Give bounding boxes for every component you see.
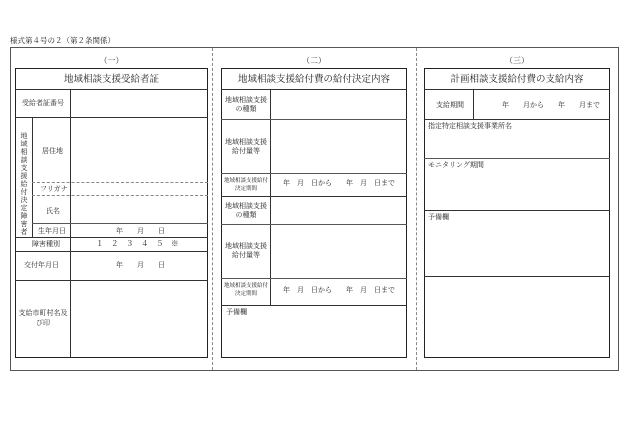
column-separator xyxy=(212,48,213,370)
period-value-2: 年 月 日から 年 月 日まで xyxy=(283,286,395,294)
col3-period-value: 年 月から 年 月まで xyxy=(502,101,600,109)
issue-value: 年 月 日 xyxy=(116,261,165,269)
divider xyxy=(15,117,208,118)
col2-title: 地域相談支援給付費の給付決定内容 xyxy=(237,74,390,85)
divider xyxy=(221,119,407,120)
type-label-1: 地域相談支援の種類 xyxy=(225,96,267,113)
form-header: 様式第４号の２（第２条関係） xyxy=(10,36,115,45)
divider xyxy=(424,119,610,120)
divider xyxy=(15,237,208,238)
divider xyxy=(15,280,208,281)
col3-card xyxy=(424,68,610,358)
col1-title: 地域相談支援受給者証 xyxy=(63,74,159,85)
address-label: 居住地 xyxy=(42,147,63,155)
period-value-1: 年 月 日から 年 月 日まで xyxy=(283,179,395,187)
birth-value: 年 月 日 xyxy=(116,227,165,235)
divider xyxy=(221,173,407,174)
municipality-label: 支給市町村名及び印 xyxy=(18,309,68,327)
divider xyxy=(424,158,610,159)
col3-number: （三） xyxy=(505,56,529,65)
divider xyxy=(221,278,407,279)
divider xyxy=(32,182,208,183)
recipient-no-label: 受給者証番号 xyxy=(22,99,64,107)
divider xyxy=(70,280,71,357)
disability-label: 障害種別 xyxy=(32,240,60,248)
col3-period-label: 支給期間 xyxy=(436,101,464,109)
issue-label: 交付年月日 xyxy=(24,261,59,269)
divider xyxy=(221,305,407,306)
period-label-2: 地域相談支援給付決定期間 xyxy=(223,283,268,297)
disability-values: １ ２ ３ ４ ５ ※ xyxy=(96,239,179,248)
divider xyxy=(221,196,407,197)
col1-number: （一） xyxy=(99,56,124,65)
col2-remarks-label: 予備欄 xyxy=(226,308,247,316)
divider xyxy=(15,251,208,252)
col2-number: （二） xyxy=(302,56,326,65)
monitoring-label: モニタリング期間 xyxy=(428,161,484,169)
type-label-2: 地域相談支援の種類 xyxy=(225,202,267,219)
divider xyxy=(15,89,208,90)
divider xyxy=(32,195,208,196)
provider-label: 指定特定相談支援事業所名 xyxy=(428,122,512,130)
col3-remarks-label: 予備欄 xyxy=(428,213,449,221)
divider xyxy=(221,224,407,225)
birth-label: 生年月日 xyxy=(38,227,66,235)
divider xyxy=(270,89,271,305)
divider xyxy=(424,276,610,277)
amount-label-1: 地域相談支援給付量等 xyxy=(225,138,267,155)
divider xyxy=(424,89,610,90)
furigana-label: フリガナ xyxy=(40,185,68,193)
name-label: 氏名 xyxy=(46,207,60,215)
column-separator xyxy=(416,48,417,370)
divider xyxy=(32,223,208,224)
divider xyxy=(473,89,474,119)
amount-label-2: 地域相談支援給付量等 xyxy=(225,242,267,259)
side-label: 地域相談支援給付決定障害者 xyxy=(20,132,28,236)
col3-title: 計画相談支援給付費の支給内容 xyxy=(450,74,584,85)
divider xyxy=(221,89,407,90)
period-label-1: 地域相談支援給付決定期間 xyxy=(223,178,268,192)
divider xyxy=(32,117,33,237)
divider xyxy=(424,210,610,211)
